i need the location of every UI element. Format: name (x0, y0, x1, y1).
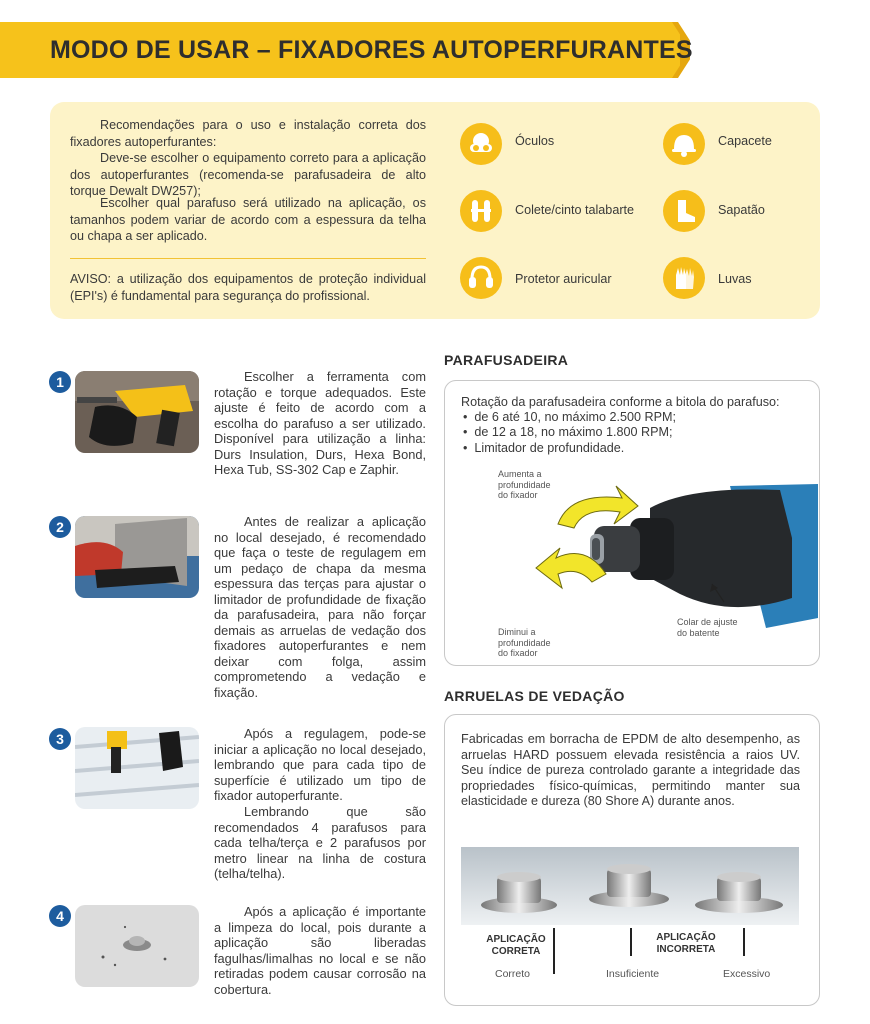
recommendations-screw: Escolher qual parafuso será utilizado na aplicação, os tamanhos podem variar de acordo com a espessura da telha ou chapa a ser aplicado. (70, 196, 426, 243)
epi-warning: AVISO: a utilização dos equipamentos de proteção individual (EPI's) é fundamental para segurança do profissional. (70, 272, 426, 303)
washer-label-excessive: Excessivo (723, 968, 771, 980)
label-decrease-depth: Diminui a profundidade do fixador (498, 627, 551, 658)
step-1-text (214, 369, 426, 478)
divider-incorrect-left (630, 928, 632, 956)
divider-correct (553, 928, 555, 974)
recommendations-intro: Recomendações para o uso e instalação correta dos fixadores autoperfurantes: (70, 118, 426, 149)
bullet-1-text: de 6 até 10, no máximo 2.500 RPM; (474, 410, 677, 424)
step-1-text-content: Escolher a ferramenta com rotação e torque adequados. Este ajuste é feito de acordo com a escolha do parafuso a ser utilizado. Disponível para utilização a linha: Durs Insulation, Durs, Hexa Bond, Hexa Tub, SS-302 Cap e Zaphir. (214, 369, 426, 477)
step-3-text-2-content: Lembrando que são recomendados 4 parafusos para cada telha/terça e 2 parafusos por metro linear na linha de costura (telha/telha). (214, 804, 426, 881)
parafusadeira-bullet-2: • de 12 a 18, no máximo 1.800 RPM; (463, 425, 673, 439)
step-2-photo (75, 516, 199, 598)
step-number-2: 2 (49, 516, 71, 538)
arruelas-title: ARRUELAS DE VEDAÇÃO (444, 688, 625, 704)
harness-icon (460, 190, 502, 232)
epi-label-ear-protector: Protetor auricular (515, 272, 612, 286)
parafusadeira-bullet-3: • Limitador de profundidade. (463, 441, 625, 455)
parafusadeira-bullet-1: • de 6 até 10, no máximo 2.500 RPM; (463, 410, 677, 424)
recommendations-equipment: Deve-se escolher o equipamento correto para a aplicação dos autoperfurantes (recomenda-se parafusadeira de alto torque Dewalt DW257); (70, 151, 426, 198)
epi-label-gloves: Luvas (718, 272, 752, 286)
step-3-photo (75, 727, 199, 809)
step-4-text-content: Após a aplicação é importante a limpeza do local, pois durante a aplicação são liberadas fagulhas/limalhas no local e se não retiradas podem causar corrosão na cobertura. (214, 904, 426, 997)
label-adjustment-collar: Colar de ajuste do batente (677, 617, 738, 638)
washer-label-correct: Correto (495, 968, 531, 980)
bullet-2-text: de 12 a 18, no máximo 1.800 RPM; (474, 425, 673, 439)
boot-icon (663, 190, 705, 232)
goggles-icon (460, 123, 502, 165)
bullet-3-text: Limitador de profundidade. (474, 441, 625, 455)
step-3-text-2 (214, 804, 426, 882)
recommendations-divider (70, 258, 426, 259)
step-4-photo (75, 905, 199, 987)
step-3-text (214, 726, 426, 804)
label-increase-depth: Aumenta a profundidade do fixador (498, 469, 551, 500)
parafusadeira-intro: Rotação da parafusadeira conforme a bitola do parafuso: (461, 395, 780, 409)
label-incorrect-application: APLICAÇÃO INCORRETA (656, 932, 716, 955)
step-number-4: 4 (49, 905, 71, 927)
step-2-text (214, 514, 426, 700)
epi-label-goggles: Óculos (515, 134, 555, 148)
helmet-icon (663, 123, 705, 165)
divider-incorrect-right (743, 928, 745, 956)
step-number-3: 3 (49, 728, 71, 750)
epi-label-helmet: Capacete (718, 134, 772, 148)
ear-protector-icon (460, 257, 502, 299)
epi-label-boot: Sapatão (718, 203, 765, 217)
label-correct-application: APLICAÇÃO CORRETA (486, 934, 546, 957)
page-title: MODO DE USAR – FIXADORES AUTOPERFURANTES (50, 36, 693, 64)
gloves-icon (663, 257, 705, 299)
washer-label-insufficient: Insuficiente (606, 968, 660, 980)
step-1-photo (75, 371, 199, 453)
step-number-1: 1 (49, 371, 71, 393)
step-3-text-content: Após a regulagem, pode-se iniciar a aplicação no local desejado, lembrando que para cada tipo de superfície é utilizado um tipo de fixador autoperfurante. (214, 726, 426, 803)
parafusadeira-title: PARAFUSADEIRA (444, 352, 569, 368)
washers-photo (461, 847, 799, 925)
step-4-text (214, 904, 426, 997)
screwdriver-illustration (530, 478, 818, 648)
epi-label-harness: Colete/cinto talabarte (515, 203, 635, 217)
step-2-text-content: Antes de realizar a aplicação no local desejado, é recomendado que faça o teste de regulagem em um pedaço de chapa da mesma espessura das terças para ajustar o limitador de profundidade de fixação da parafusadeira, para não forçar demais as arruelas de vedação dos fixadores autoperfurantes e nem deixar com folga, assim comprometendo a vedação e fixação. (214, 514, 426, 700)
arruelas-description: Fabricadas em borracha de EPDM de alto desempenho, as arruelas HARD possuem elevada resistência a raios UV. Seu índice de pureza controlado garante a integridade das propriedades físico-químicas, permitindo manter sua elasticidade e dureza (80 Shore A) durante anos. (461, 732, 800, 808)
